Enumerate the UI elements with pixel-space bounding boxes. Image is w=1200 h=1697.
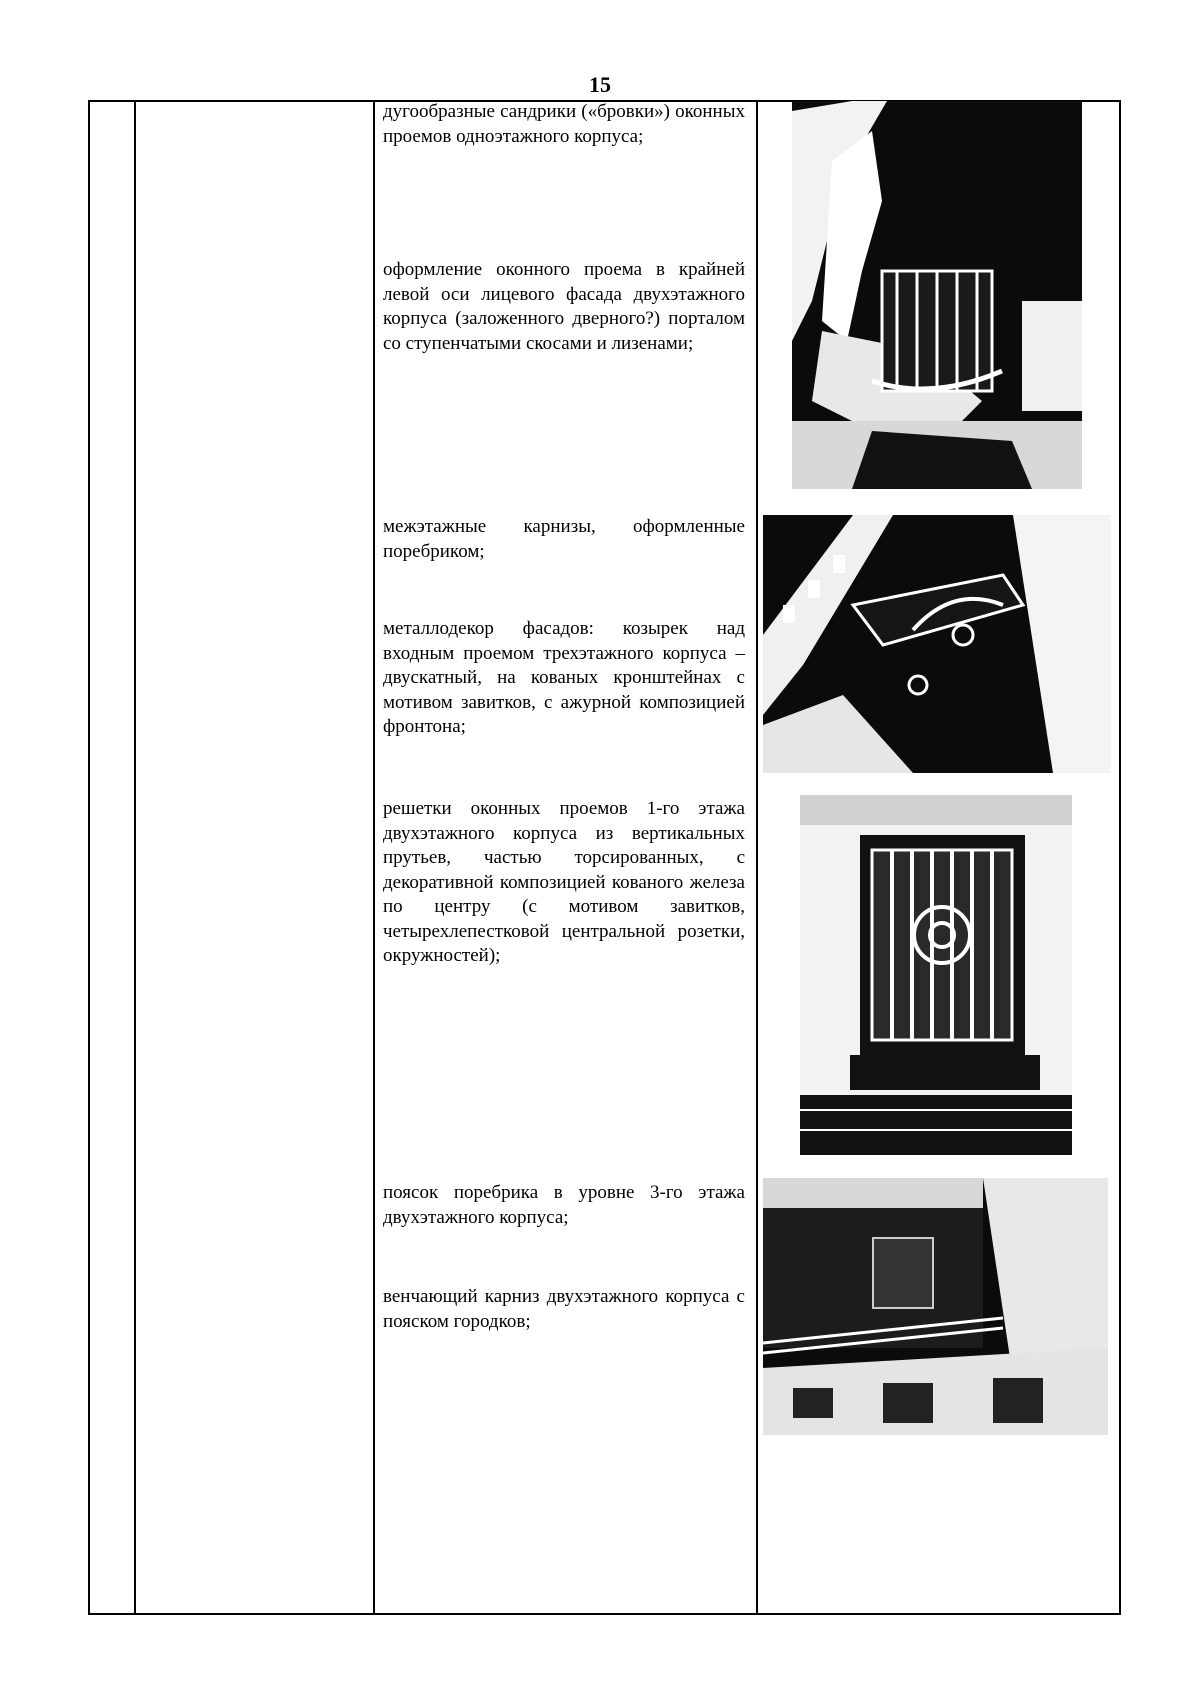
item-text-6: поясок поребрика в уровне 3-го этажа двухэтажного корпуса; [383, 1182, 745, 1228]
photo-window-portal [792, 101, 1082, 489]
table-col-border-1 [88, 100, 90, 1615]
photo-cornice [763, 1178, 1108, 1435]
photo-metal-canopy [763, 515, 1111, 773]
item-text-2: оформление оконного проема в крайней левой оси лицевого фасада двухэтажного корпуса (заложенного дверного?) порталом со ступенчатыми скосами и лизенами; [383, 259, 745, 354]
item-text-5: решетки оконных проемов 1-го этажа двухэтажного корпуса из вертикальных прутьев, частью торсированных, с декоративной композицией кованого железа по центру (с мотивом завитков, четырехлепестковой центральной розетки, окружностей); [383, 798, 745, 966]
photo-window-grille [800, 795, 1072, 1155]
table-col-border-5 [1119, 100, 1121, 1615]
item-text-3: межэтажные карнизы, оформленные поребриком; [383, 516, 745, 562]
table-bottom-border [88, 1613, 1120, 1615]
item-text-1: дугообразные сандрики («бровки») оконных проемов одноэтажного корпуса; [383, 101, 745, 147]
table-col-border-4 [756, 100, 758, 1615]
table-col-border-2 [134, 100, 136, 1615]
item-text-4: металлодекор фасадов: козырек над входным проемом трехэтажного корпуса – двускатный, на кованых кронштейнах с мотивом завитков, с ажурной композицией фронтона; [383, 618, 745, 737]
page-number: 15 [589, 72, 611, 97]
table-col-border-3 [373, 100, 375, 1615]
item-text-7: венчающий карниз двухэтажного корпуса с пояском городков; [383, 1286, 745, 1332]
